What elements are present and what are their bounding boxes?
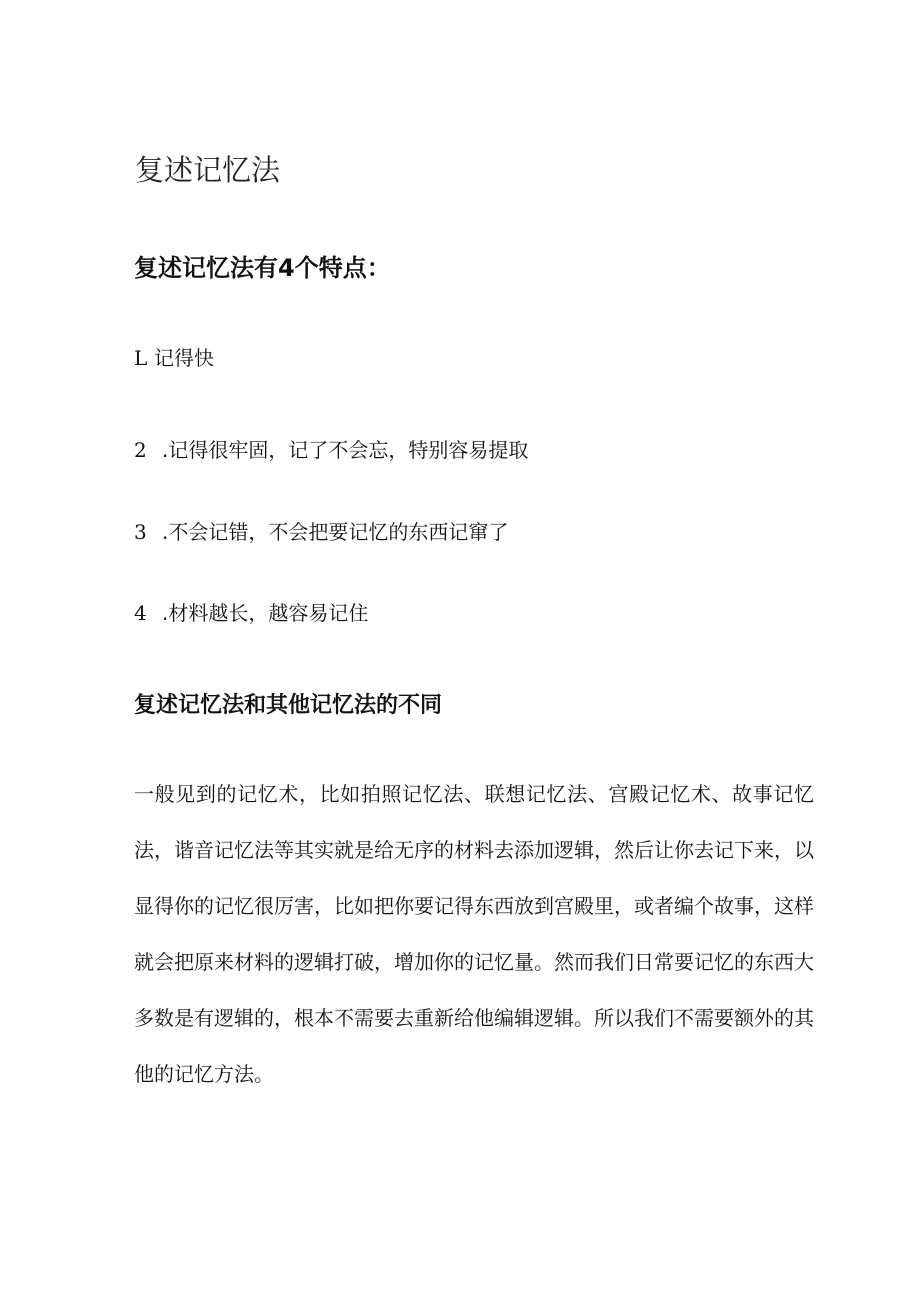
feature-text: 记得快 (154, 346, 214, 370)
feature-item-2 (134, 434, 528, 463)
feature-marker: L (134, 346, 148, 370)
feature-marker: 2 (134, 438, 147, 462)
features-heading: 复述记忆法有4个特点： (134, 254, 391, 282)
document-title: 复述记忆法 (135, 153, 281, 187)
feature-item-4 (134, 597, 368, 626)
feature-text: .不会记错，不会把要记忆的东西记窜了 (162, 520, 509, 544)
feature-marker: 3 (134, 520, 147, 544)
body-paragraph: 一般见到的记忆术，比如拍照记忆法、联想记忆法、宫殿记忆术、故事记忆法，谐音记忆法等其实就是给无序的材料去添加逻辑，然后让你去记下来，以显得你的记忆很厉害，比如把你要记得东西放到宫殿里，或者编个故事，这样就会把原来材料的逻辑打破，增加你的记忆量。然而我们日常要记忆的东西大多数是有逻辑的，根本不需要去重新给他编辑逻辑。所以我们不需要额外的其他的记忆方法。 (134, 782, 814, 1086)
feature-text: .材料越长，越容易记住 (162, 601, 369, 625)
feature-item-1 (134, 342, 214, 371)
feature-text: .记得很牢固，记了不会忘，特别容易提取 (162, 438, 529, 462)
feature-item-3 (134, 516, 508, 545)
section-heading: 复述记忆法和其他记忆法的不同 (134, 693, 443, 718)
feature-marker: 4 (134, 601, 147, 625)
